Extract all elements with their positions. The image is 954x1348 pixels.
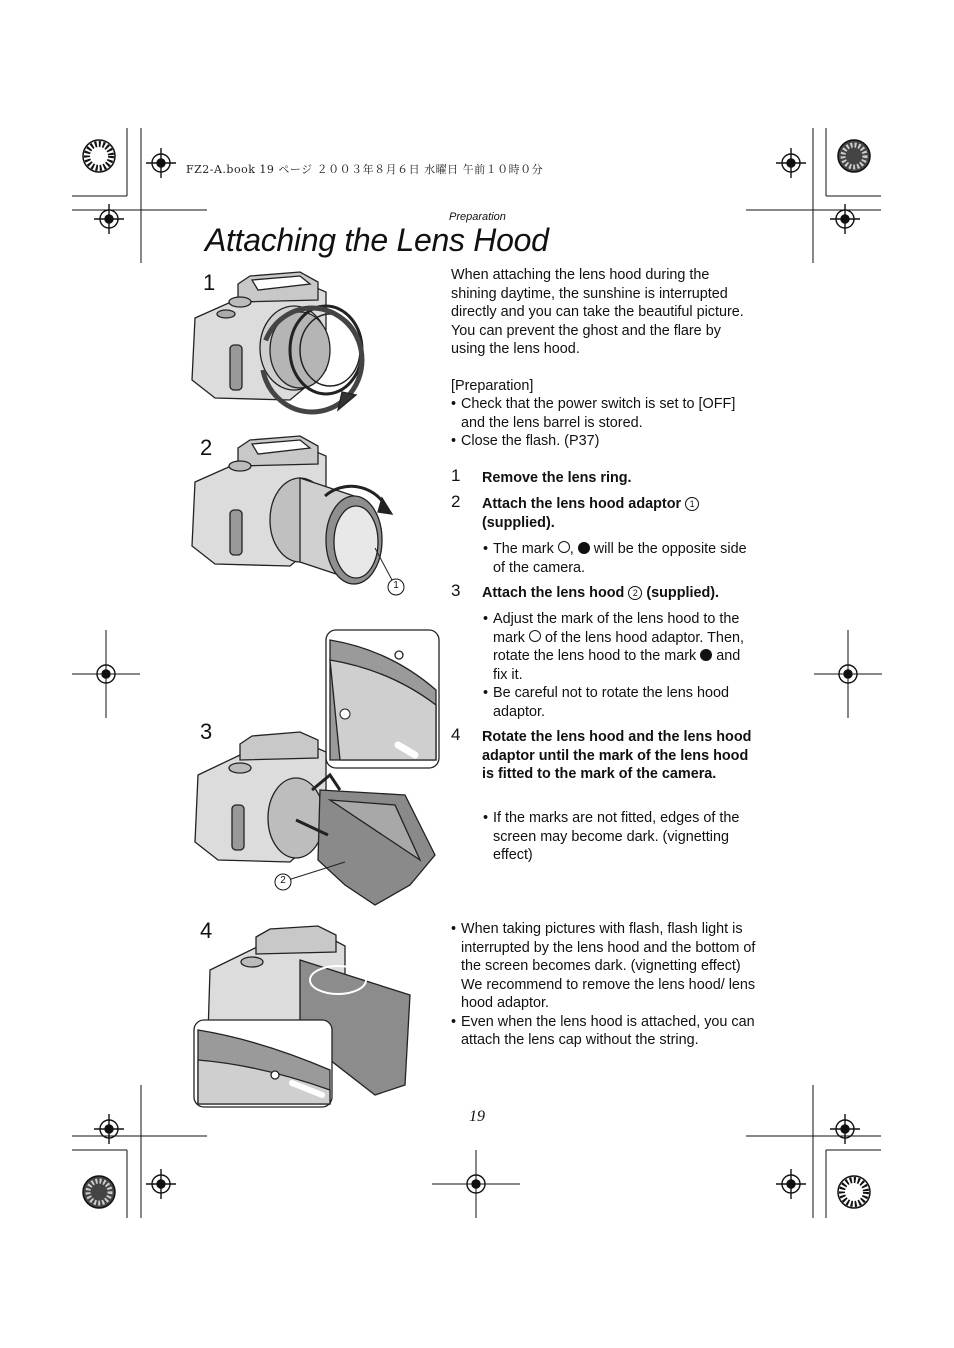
- figure-3-inset: [326, 630, 439, 768]
- step-2: 2 Attach the lens hood adaptor 1 (supplied).: [451, 495, 756, 532]
- page-number: 19: [469, 1108, 485, 1125]
- figure-4-inset: [194, 1020, 332, 1107]
- list-item: • Check that the power switch is set to [OFF] and the lens barrel is stored.: [451, 396, 736, 431]
- preparation-list: [451, 395, 756, 451]
- figure-label-2: 2: [200, 435, 213, 460]
- step-2-note: • The mark , will be the opposite side of the camera.: [483, 541, 747, 576]
- figure-2-camera: [192, 436, 392, 584]
- print-header: FZ2-A.book 19 ページ ２００３年８月６日 水曜日 午前１０時０分: [186, 163, 544, 176]
- list-item: • Close the flash. (P37): [451, 433, 600, 449]
- filled-circle-mark-icon: [700, 649, 712, 661]
- figure-label-3: 3: [200, 719, 213, 744]
- step-1: 1 Remove the lens ring.: [451, 466, 632, 486]
- filled-circle-mark-icon: [578, 542, 590, 554]
- hollow-circle-mark-icon: [558, 541, 570, 553]
- step-3-notes: • Adjust the mark of the lens hood to the mark of the lens hood adaptor. Then, rotate the lens hood to the mark and fix it. • Be careful not to rotate the lens hood adaptor.: [483, 611, 744, 720]
- list-item: • When taking pictures with flash, flash light is interrupted by the lens hood and the bottom of the screen becomes dark. (vignetting effect) We recommend to remove the lens hood/ lens hood adaptor.: [451, 921, 756, 1011]
- step-4-note: • If the marks are not fitted, edges of the screen may become dark. (vignetting effect): [483, 810, 740, 863]
- figure-1-camera: [192, 272, 362, 412]
- figure-label-4: 4: [200, 918, 213, 943]
- section-label: Preparation: [449, 211, 506, 223]
- intro-paragraph: When attaching the lens hood during the shining daytime, the sunshine is interrupted directly and you can take the beautiful picture. You can prevent the ghost and the flare by using the lens hood.: [451, 267, 744, 357]
- figure-label-1: 1: [203, 270, 216, 295]
- figure-callout-1: 1: [393, 580, 399, 591]
- ref-circle-1: 1: [685, 497, 699, 511]
- figure-callout-2: 2: [280, 875, 286, 886]
- flash-notes: [451, 920, 756, 1050]
- page-title: Attaching the Lens Hood: [205, 222, 549, 258]
- hollow-circle-mark-icon: [529, 630, 541, 642]
- step-3: 3 Attach the lens hood 2 (supplied).: [451, 581, 720, 601]
- list-item: • Even when the lens hood is attached, you can attach the lens cap without the string.: [451, 1013, 755, 1048]
- ref-circle-2: 2: [628, 586, 642, 600]
- preparation-heading: [Preparation]: [451, 378, 534, 394]
- step-4: 4 Rotate the lens hood and the lens hood adaptor until the mark of the lens hood is fitted to the mark of the camera.: [451, 725, 752, 782]
